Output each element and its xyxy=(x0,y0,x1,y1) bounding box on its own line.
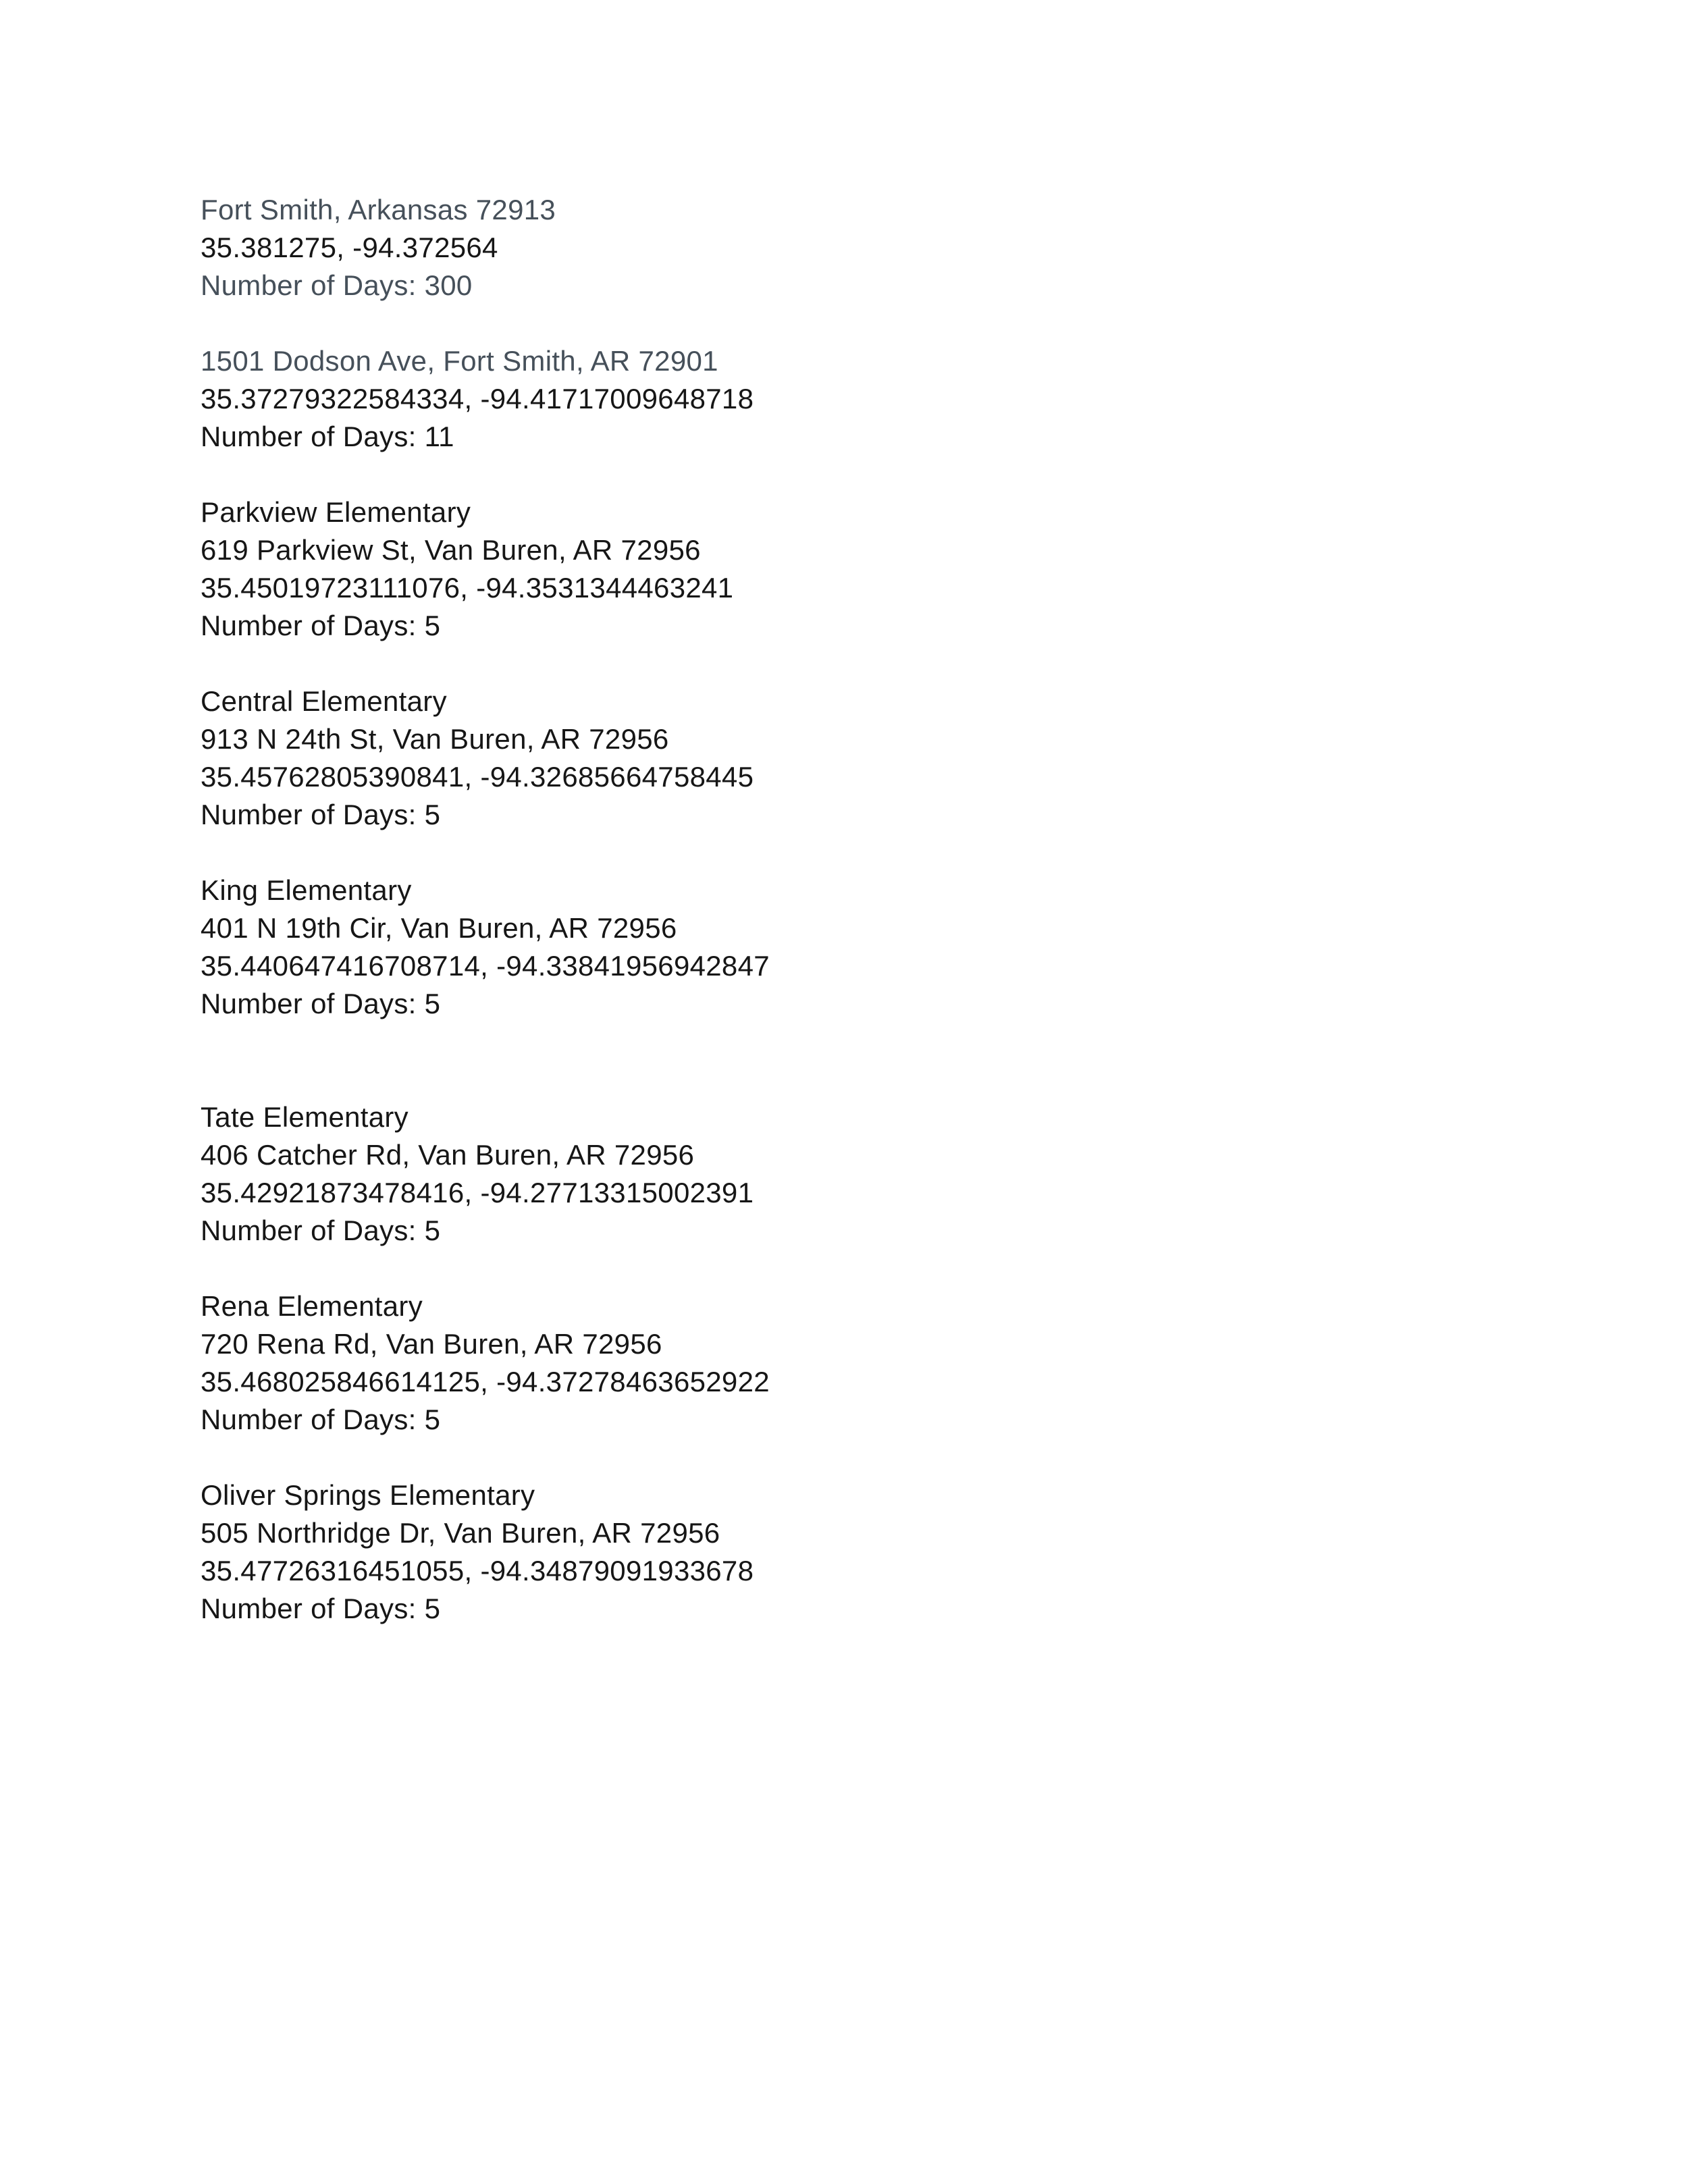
location-entry xyxy=(201,1287,770,1439)
location-coordinates: 35.42921873478416, -94.27713315002391 xyxy=(201,1177,754,1208)
location-title: Parkview Elementary xyxy=(201,496,471,528)
location-days: Number of Days: 5 xyxy=(201,1593,441,1624)
location-entry xyxy=(201,1098,770,1250)
location-coordinates: 35.381275, -94.372564 xyxy=(201,232,498,263)
location-days: Number of Days: 5 xyxy=(201,988,441,1019)
location-address: 720 Rena Rd, Van Buren, AR 72956 xyxy=(201,1328,662,1360)
location-entry xyxy=(201,683,770,834)
location-entry xyxy=(201,872,770,1023)
location-title: Central Elementary xyxy=(201,685,447,717)
location-title: Tate Elementary xyxy=(201,1101,408,1133)
location-coordinates: 35.37279322584334, -94.41717009648718 xyxy=(201,383,754,415)
location-days: Number of Days: 5 xyxy=(201,610,441,641)
location-address: 913 N 24th St, Van Buren, AR 72956 xyxy=(201,723,669,755)
location-coordinates: 35.45019723111076, -94.3531344463241 xyxy=(201,572,734,604)
location-title: Rena Elementary xyxy=(201,1290,423,1322)
location-address: 406 Catcher Rd, Van Buren, AR 72956 xyxy=(201,1139,695,1171)
location-entry xyxy=(201,191,770,304)
location-days: Number of Days: 5 xyxy=(201,799,441,830)
location-title: Oliver Springs Elementary xyxy=(201,1479,535,1511)
location-title: King Elementary xyxy=(201,874,412,906)
location-coordinates: 35.45762805390841, -94.32685664758445 xyxy=(201,761,754,793)
location-coordinates: 35.47726316451055, -94.34879091933678 xyxy=(201,1555,754,1587)
location-title: Fort Smith, Arkansas 72913 xyxy=(201,194,556,225)
location-days: Number of Days: 11 xyxy=(201,421,454,452)
location-entry xyxy=(201,342,770,456)
location-address: 1501 Dodson Ave, Fort Smith, AR 72901 xyxy=(201,345,718,377)
location-address: 401 N 19th Cir, Van Buren, AR 72956 xyxy=(201,912,677,944)
location-list xyxy=(201,191,770,1666)
location-address: 505 Northridge Dr, Van Buren, AR 72956 xyxy=(201,1517,720,1549)
location-days: Number of Days: 5 xyxy=(201,1215,441,1246)
location-days: Number of Days: 300 xyxy=(201,269,473,301)
location-address: 619 Parkview St, Van Buren, AR 72956 xyxy=(201,534,701,566)
location-days: Number of Days: 5 xyxy=(201,1404,441,1435)
location-entry xyxy=(201,494,770,645)
location-coordinates: 35.468025846614125, -94.37278463652922 xyxy=(201,1366,770,1397)
location-entry xyxy=(201,1476,770,1628)
location-coordinates: 35.440647416708714, -94.33841956942847 xyxy=(201,950,770,982)
